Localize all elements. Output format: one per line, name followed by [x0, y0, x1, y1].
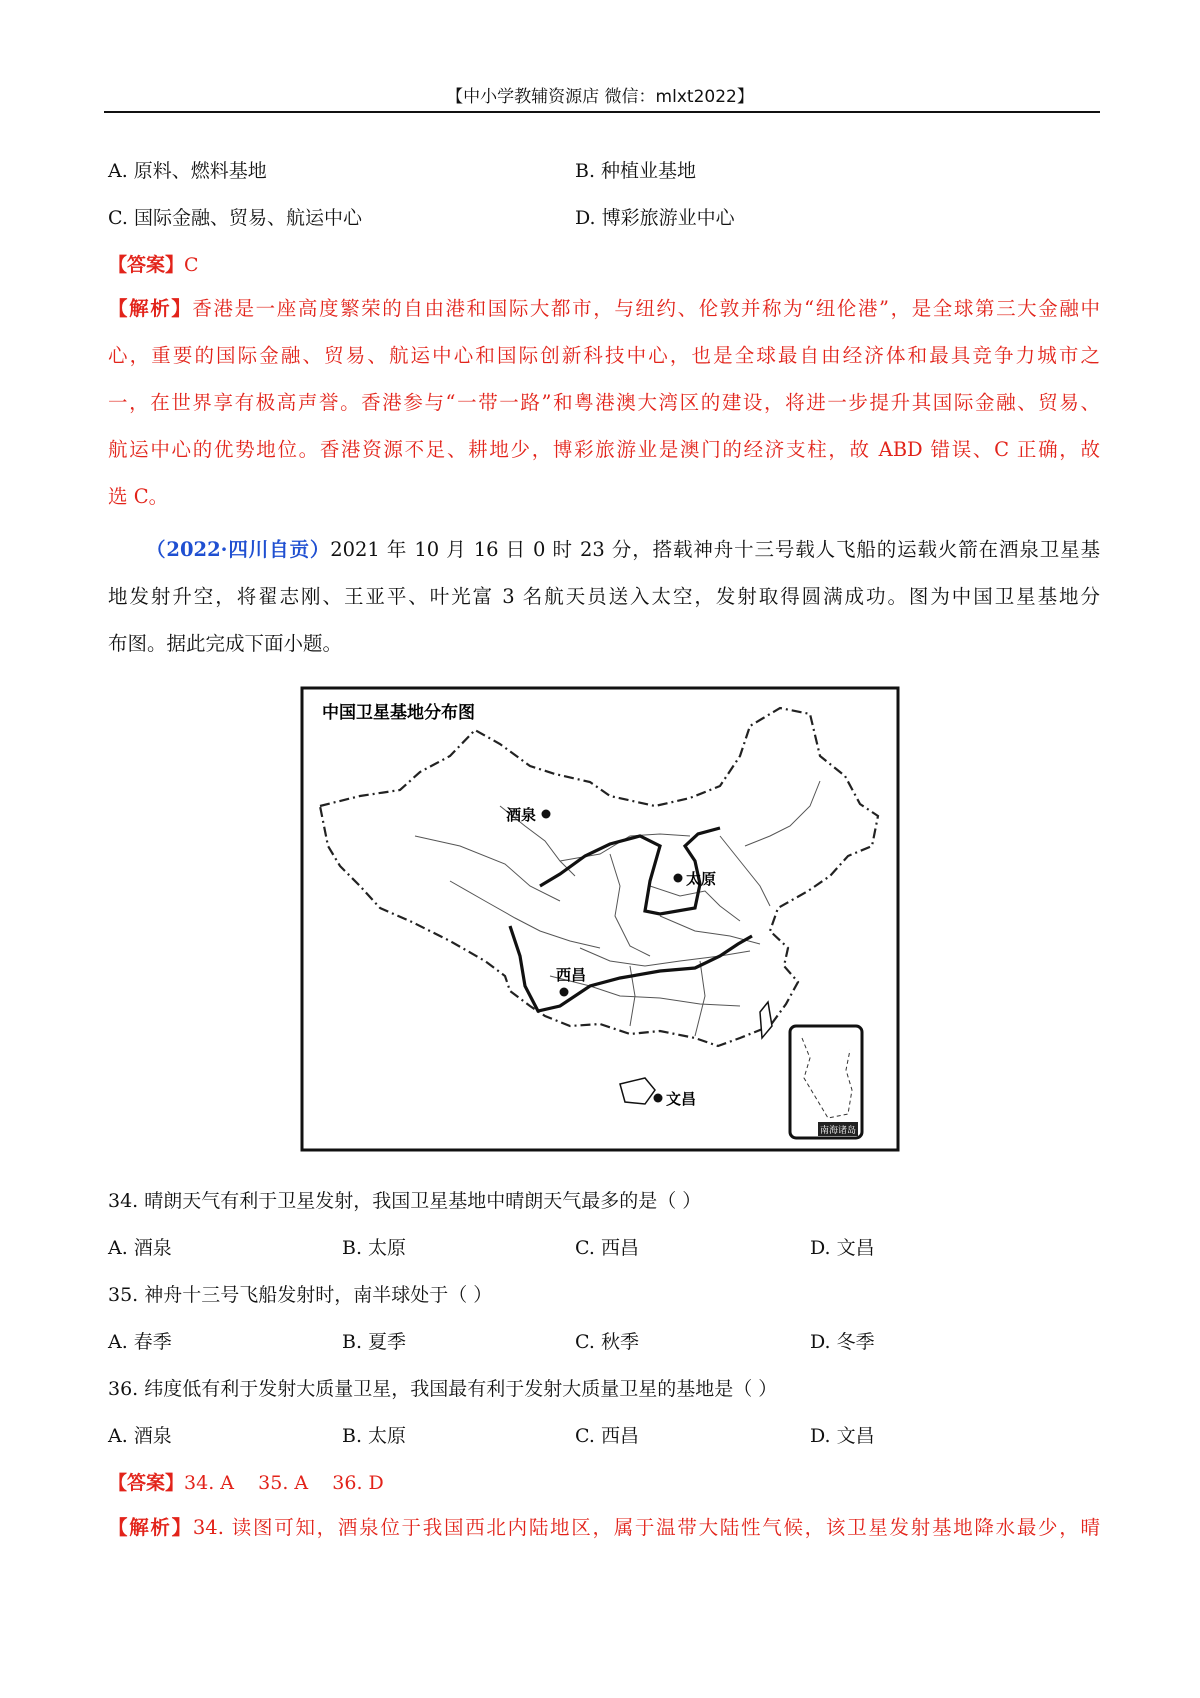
china-satellite-base-map: [300, 686, 900, 1152]
q34-option-c: C. 西昌: [575, 1237, 639, 1259]
q35-option-c: C. 秋季: [575, 1331, 639, 1353]
intro-line: （2022·四川自贡）2021 年 10 月 16 日 0 时 23 分，搭载神舟十三号载人飞船的运载火箭在酒泉卫星基: [146, 538, 1101, 561]
q34-option-a: A. 酒泉: [108, 1237, 172, 1259]
page-header: 【中小学教辅资源店 微信：mlxt2022】: [446, 87, 754, 107]
q34-option-b: B. 太原: [342, 1237, 407, 1259]
label-xichang: 西昌: [556, 966, 587, 984]
q36-option-d: D. 文昌: [810, 1425, 875, 1447]
q35-option-a: A. 春季: [108, 1331, 172, 1353]
answer-value: C: [184, 254, 199, 276]
source-tag: （2022·四川自贡）: [146, 538, 331, 561]
analysis-1: [108, 285, 1100, 520]
intro-line: 布图。据此完成下面小题。: [108, 632, 343, 655]
q36-option-a: A. 酒泉: [108, 1425, 172, 1447]
answer-2: [108, 1468, 384, 1495]
header-divider: [104, 111, 1100, 113]
intro-line: 地发射升空，将翟志刚、王亚平、叶光富 3 名航天员送入太空，发射取得圆满成功。图为中国卫星基地分: [108, 585, 1100, 608]
analysis-line: 【解析】香港是一座高度繁荣的自由港和国际大都市，与纽约、伦敦并称为“纽伦港”，是全球第三大金融中: [108, 297, 1100, 320]
analysis-label: 【解析】: [108, 1516, 193, 1539]
analysis-label: 【解析】: [108, 297, 193, 320]
q35-option-d: D. 冬季: [810, 1331, 875, 1353]
map-title: 中国卫星基地分布图: [322, 703, 475, 723]
q36-option-b: B. 太原: [342, 1425, 407, 1447]
answer-1: [108, 250, 199, 277]
analysis-2: [108, 1504, 1100, 1551]
analysis-line: 【解析】34. 读图可知，酒泉位于我国西北内陆地区，属于温带大陆性气候，该卫星发射基地降水最少，晴: [108, 1516, 1100, 1539]
jiuquan-marker: [542, 810, 551, 819]
inset-label: 南海诸岛: [819, 1126, 857, 1136]
question-35: 35. 神舟十三号飞船发射时，南半球处于（ ）: [108, 1284, 493, 1306]
option-d: D. 博彩旅游业中心: [575, 207, 735, 229]
label-jiuquan: 酒泉: [506, 806, 537, 824]
taiyuan-marker: [674, 874, 683, 883]
answer-label: 【答案】: [108, 254, 185, 276]
analysis-line: 一，在世界享有极高声誉。香港参与“一带一路”和粤港澳大湾区的建设，将进一步提升其国际金融、贸易、: [108, 391, 1100, 414]
analysis-line: 心，重要的国际金融、贸易、航运中心和国际创新科技中心，也是全球最自由经济体和最具竞争力城市之: [108, 344, 1100, 367]
wenchang-marker: [654, 1094, 663, 1103]
option-b: B. 种植业基地: [575, 160, 697, 182]
question-intro: [108, 526, 1100, 667]
analysis-line: 航运中心的优势地位。香港资源不足、耕地少，博彩旅游业是澳门的经济支柱，故 ABD 错误、C 正确，故: [108, 438, 1100, 461]
label-taiyuan: 太原: [686, 870, 717, 888]
option-a: A. 原料、燃料基地: [108, 160, 267, 182]
question-36: 36. 纬度低有利于发射大质量卫星，我国最有利于发射大质量卫星的基地是（ ）: [108, 1378, 778, 1400]
answer-label: 【答案】: [108, 1472, 185, 1494]
q35-option-b: B. 夏季: [342, 1331, 407, 1353]
question-34: 34. 晴朗天气有利于卫星发射，我国卫星基地中晴朗天气最多的是（ ）: [108, 1190, 702, 1212]
option-c: C. 国际金融、贸易、航运中心: [108, 207, 362, 229]
q36-option-c: C. 西昌: [575, 1425, 639, 1447]
q34-option-d: D. 文昌: [810, 1237, 875, 1259]
label-wenchang: 文昌: [666, 1090, 697, 1108]
analysis-line: 选 C。: [108, 485, 169, 508]
answer-value: 34. A 35. A 36. D: [184, 1472, 384, 1494]
xichang-marker: [560, 988, 569, 997]
